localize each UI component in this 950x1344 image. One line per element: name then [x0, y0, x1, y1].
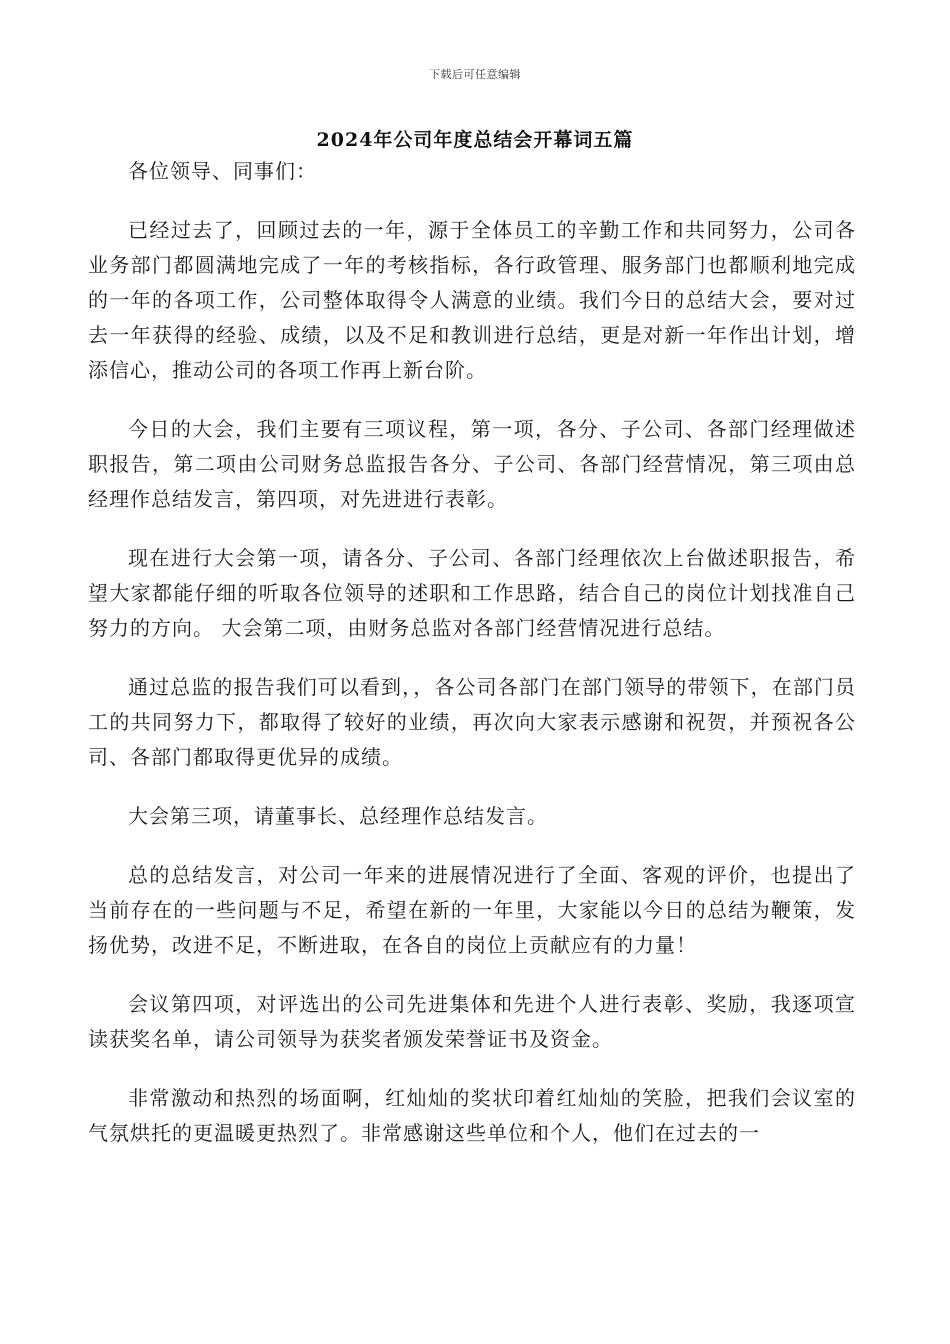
salutation-paragraph: 各位领导、同事们： — [128, 159, 317, 183]
body-paragraph: 已经过去了，回顾过去的一年，源于全体员工的辛勤工作和共同努力，公司各业务部门都圆满地完成了一年的考核指标，各行政管理、服务部门也都顺利地完成的一年的各项工作，公司整体取得令人满意的业绩。我们今日的总结大会，要对过去一年获得的经验、成绩，以及不足和教训进行总结，更是对新一年作出计划，增添信心，推动公司的各项工作再上新台阶。 — [88, 218, 856, 382]
body-paragraph: 总的总结发言，对公司一年来的进展情况进行了全面、客观的评价，也提出了当前存在的一些问题与不足，希望在新的一年里，大家能以今日的总结为鞭策，发扬优势，改进不足，不断进取，在各自的岗位上贡献应有的力量！ — [88, 863, 856, 957]
body-paragraph: 会议第四项，对评选出的公司先进集体和先进个人进行表彰、奖励，我逐项宣读获奖名单，请公司领导为获奖者颁发荣誉证书及资金。 — [88, 992, 856, 1051]
body-paragraph: 今日的大会，我们主要有三项议程，第一项，各分、子公司、各部门经理做述职报告，第二项由公司财务总监报告各分、子公司、各部门经营情况，第三项由总经理作总结发言，第四项，对先进进行表彰。 — [88, 417, 856, 511]
body-paragraph: 非常激动和热烈的场面啊，红灿灿的奖状印着红灿灿的笑脸，把我们会议室的气氛烘托的更温暖更热烈了。非常感谢这些单位和个人，他们在过去的一 — [88, 1086, 856, 1145]
body-paragraph: 现在进行大会第一项，请各分、子公司、各部门经理依次上台做述职报告，希望大家都能仔细的听取各位领导的述职和工作思路，结合自己的岗位计划找准自己努力的方向。 大会第二项，由财务总监对各部门经营情况进行总结。 — [88, 546, 856, 640]
document-body — [88, 154, 856, 1175]
header-note: 下载后可任意编辑 — [429, 68, 521, 81]
body-paragraph: 通过总监的报告我们可以看到，，各公司各部门在部门领导的带领下，在部门员工的共同努力下，都取得了较好的业绩，再次向大家表示感谢和祝贺，并预祝各公司、各部门都取得更优异的成绩。 — [88, 675, 856, 769]
document-title: 2024年公司年度总结会开幕词五篇 — [316, 129, 634, 151]
body-paragraph: 大会第三项，请董事长、总经理作总结发言。 — [128, 804, 548, 828]
